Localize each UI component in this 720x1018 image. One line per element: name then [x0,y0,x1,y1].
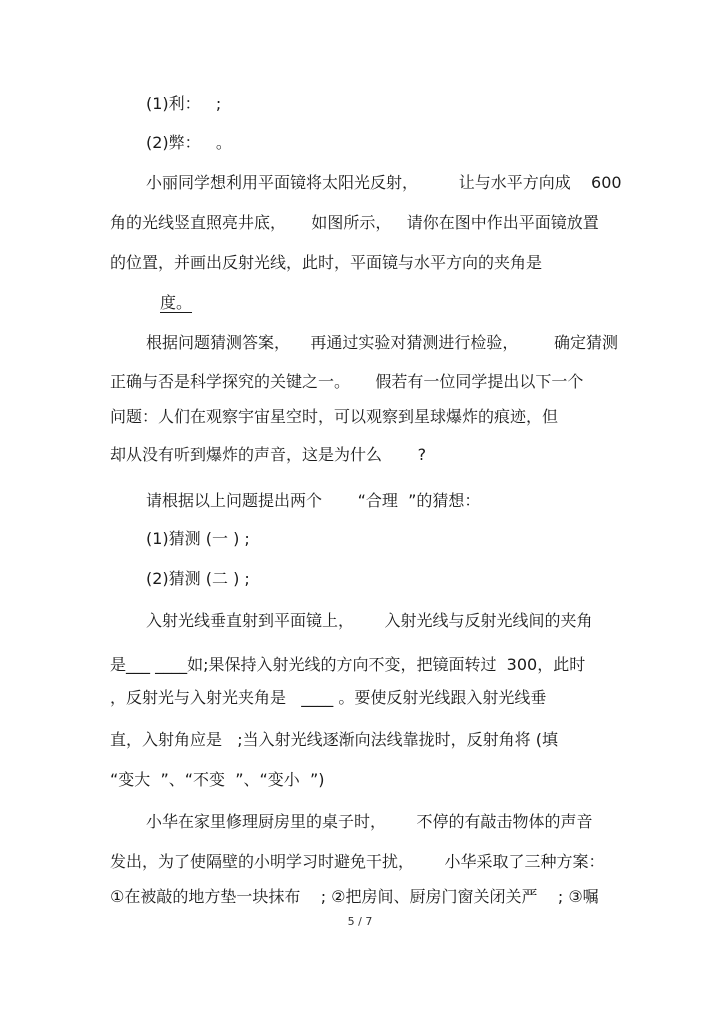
text-line-16: ，反射光与入射光夹角是 ____ 。要使反射光线跟入射光线垂 [110,688,547,707]
text-line-19: 小华在家里修理厨房里的桌子时， 不停的有敲击物体的声音 [146,812,593,831]
text-line-2: (2)弊： 。 [146,133,232,152]
text-line-8: 正确与否是科学探究的关键之一。 假若有一位同学提出以下一个 [110,372,584,391]
text-line-14: 入射光线垂直射到平面镜上， 入射光线与反射光线间的夹角 [146,611,593,630]
text-line-6: 度。 [160,293,193,312]
page-number: 5 / 7 [347,915,373,928]
text-line-11: 请根据以上问题提出两个 “合理 ”的猜想： [146,491,481,510]
text-line-10: 却从没有听到爆炸的声音，这是为什么 ? [110,445,427,464]
text-line-21: ①在被敲的地方垫一块抹布 ; ②把房间、厨房门窗关闭关严 ; ③嘱 [110,887,599,906]
text-line-5: 的位置，并画出反射光线，此时，平面镜与水平方向的夹角是 [110,253,543,272]
text-line-4: 角的光线竖直照亮井底， 如图所示， 请你在图中作出平面镜放置 [110,213,599,232]
text-line-3: 小丽同学想利用平面镜将太阳光反射， 让与水平方向成 600 [146,173,622,192]
text-line-13: (2)猜测 (二 ) ; [146,569,250,588]
text-line-9: 问题：人们在观察宇宙星空时，可以观察到星球爆炸的痕迹，但 [110,407,559,426]
text-line-1: (1)利： ; [146,94,222,113]
text-line-20: 发出，为了使隔壁的小明学习时避免干扰， 小华采取了三种方案： [110,852,605,871]
text-line-17: 直，入射角应是 ;当入射光线逐渐向法线靠拢时，反射角将 (填 [110,730,558,749]
text-line-7: 根据问题猜测答案， 再通过实验对猜测进行检验， 确定猜测 [146,333,618,352]
text-line-12: (1)猜测 (一 ) ; [146,529,250,548]
text-line-15: 是___ ____如;果保持入射光线的方向不变，把镜面转过 300，此时 [110,655,586,674]
text-line-18: “变大 ”、“不变 ”、“变小 ”) [110,770,325,789]
